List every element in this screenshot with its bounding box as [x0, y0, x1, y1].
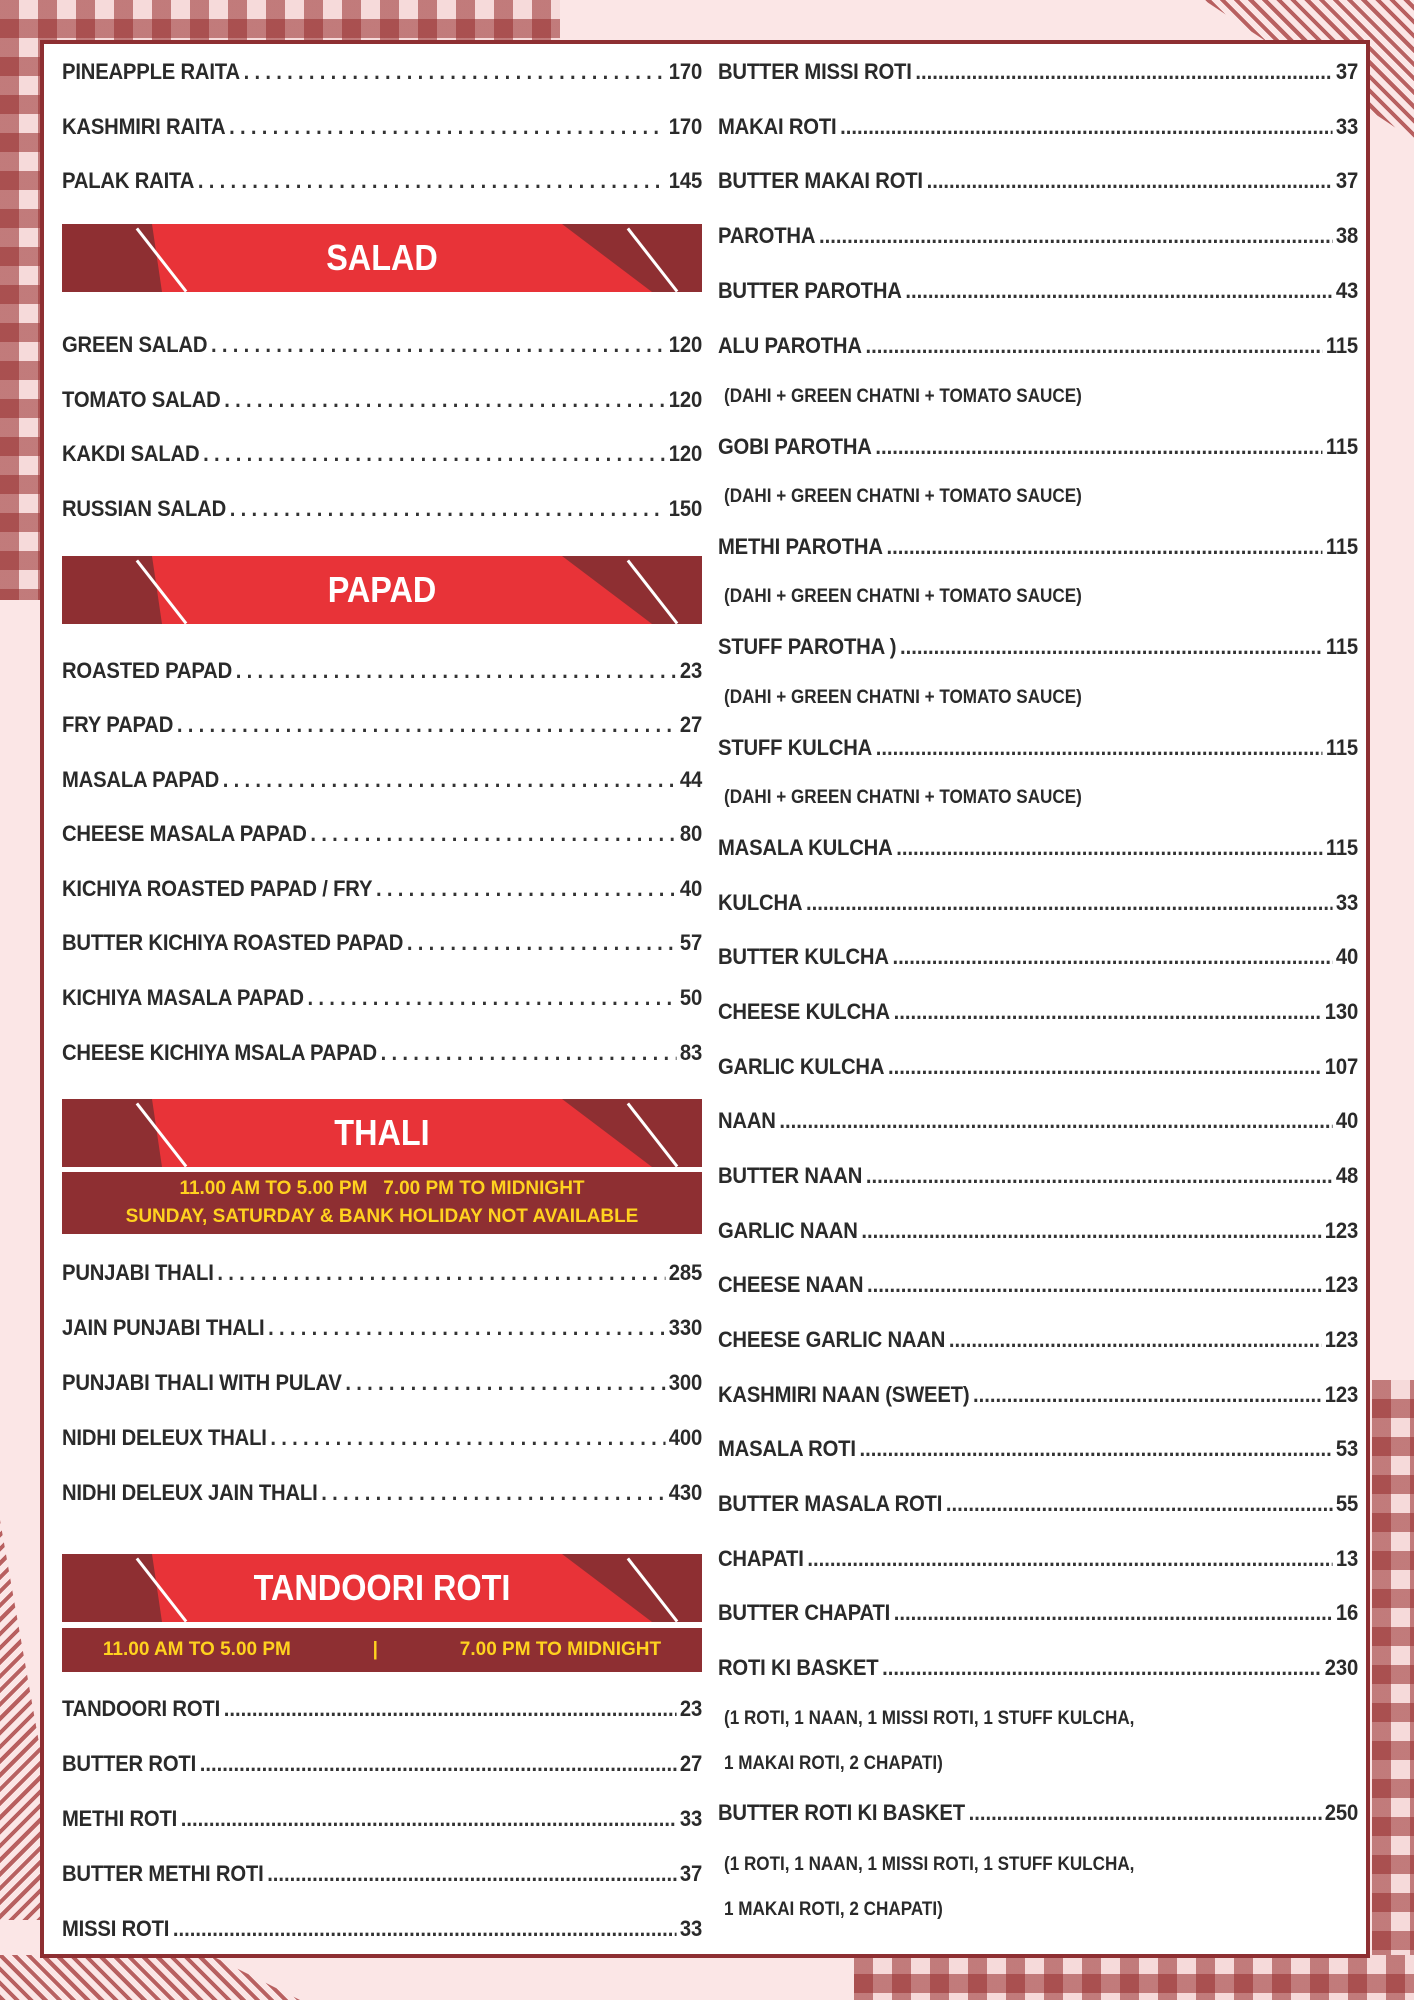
menu-item: [718, 168, 1358, 202]
stripe-pattern-bottom-left: [0, 1955, 300, 2000]
item-name: NIDHI DELEUX JAIN THALI: [62, 1480, 318, 1505]
item-price: 40: [1335, 1108, 1359, 1133]
menu-item: [718, 735, 1358, 769]
item-price: 170: [668, 59, 703, 84]
menu-item: [62, 876, 702, 910]
item-price: 115: [1325, 835, 1359, 860]
menu-item: [718, 1218, 1358, 1252]
item-price: 120: [668, 387, 703, 412]
item-price: 57: [679, 930, 703, 955]
tandoori-timing-box: [62, 1628, 702, 1672]
item-price: 27: [679, 712, 703, 737]
timing-dinner: 7.00 PM TO MIDNIGHT: [459, 1639, 662, 1660]
leader-dots: [779, 1108, 1332, 1134]
item-price: 50: [679, 985, 703, 1010]
item-price: 48: [1335, 1163, 1359, 1188]
menu-item: [62, 1425, 702, 1459]
item-price: 115: [1325, 534, 1359, 559]
item-name: MAKAI ROTI: [718, 114, 837, 139]
leader-dots: [892, 944, 1332, 970]
item-name: BUTTER MISSI ROTI: [718, 59, 912, 84]
item-price: 250: [1324, 1800, 1359, 1825]
menu-item: [62, 1040, 702, 1074]
item-price: 145: [668, 168, 703, 193]
leader-dots: [875, 434, 1322, 460]
thali-timing-box: [62, 1172, 702, 1234]
leader-dots: [946, 1491, 1332, 1517]
menu-item: [718, 999, 1358, 1033]
section-title: TANDOORI ROTI: [253, 1567, 511, 1608]
gingham-pattern-top-left: [0, 0, 560, 45]
item-price: 33: [679, 1916, 703, 1941]
item-name: CHEESE KICHIYA MSALA PAPAD: [62, 1040, 377, 1065]
leader-dots: [310, 821, 676, 847]
item-price: 33: [1335, 114, 1359, 139]
availability-text: SUNDAY, SATURDAY & BANK HOLIDAY NOT AVAILABLE: [125, 1206, 639, 1227]
menu-item: [718, 1800, 1358, 1834]
menu-item: [62, 441, 702, 475]
item-name: METHI ROTI: [62, 1806, 178, 1831]
leader-dots: [268, 1315, 665, 1341]
item-name: CHEESE GARLIC NAAN: [718, 1327, 946, 1352]
leader-dots: [905, 278, 1332, 304]
menu-item: [718, 1054, 1358, 1088]
item-name: STUFF KULCHA: [718, 735, 873, 760]
leader-dots: [376, 876, 676, 902]
menu-item: [718, 1491, 1358, 1525]
menu-item: [62, 712, 702, 746]
leader-dots: [224, 1696, 676, 1722]
item-price: 40: [679, 876, 703, 901]
item-name: FRY PAPAD: [62, 712, 174, 737]
item-name: NAAN: [718, 1108, 776, 1133]
menu-item: [62, 1480, 702, 1514]
item-name: KASHMIRI NAAN (SWEET): [718, 1382, 970, 1407]
leader-dots: [270, 1425, 665, 1451]
item-name: PINEAPPLE RAITA: [62, 59, 240, 84]
item-name: GREEN SALAD: [62, 332, 208, 357]
item-name: PUNJABI THALI: [62, 1260, 214, 1285]
leader-dots: [321, 1480, 665, 1506]
item-name: CHEESE NAAN: [718, 1272, 864, 1297]
item-price: 170: [668, 114, 703, 139]
menu-page: [40, 40, 1370, 1958]
item-name: TANDOORI ROTI: [62, 1696, 221, 1721]
leader-dots: [927, 168, 1333, 194]
item-price: 115: [1325, 735, 1359, 760]
leader-dots: [244, 59, 666, 85]
item-price: 44: [679, 767, 703, 792]
menu-item: [718, 1272, 1358, 1306]
section-title: THALI: [334, 1112, 430, 1153]
item-name: BUTTER KULCHA: [718, 944, 889, 969]
leader-dots: [896, 835, 1322, 861]
leader-dots: [345, 1370, 665, 1396]
menu-item: [718, 1163, 1358, 1197]
leader-dots: [859, 1436, 1332, 1462]
leader-dots: [900, 634, 1322, 660]
item-price: 150: [668, 496, 703, 521]
menu-item: [718, 534, 1358, 568]
leader-dots: [973, 1382, 1321, 1408]
item-note: (DAHI + GREEN CHATNI + TOMATO SAUCE): [724, 787, 1082, 808]
item-name: BUTTER KICHIYA ROASTED PAPAD: [62, 930, 404, 955]
menu-item: [62, 1751, 702, 1785]
item-note: 1 MAKAI ROTI, 2 CHAPATI): [724, 1753, 943, 1774]
item-price: 120: [668, 441, 703, 466]
menu-item: [718, 114, 1358, 148]
timing-lunch: 11.00 AM TO 5.00 PM: [102, 1639, 291, 1660]
item-name: MASALA KULCHA: [718, 835, 893, 860]
menu-item: [62, 1696, 702, 1730]
item-name: PUNJABI THALI WITH PULAV: [62, 1370, 342, 1395]
leader-dots: [230, 496, 665, 522]
leader-dots: [865, 333, 1322, 359]
leader-dots: [308, 985, 677, 1011]
menu-item: [62, 1370, 702, 1404]
menu-item: [718, 1546, 1358, 1580]
menu-item: [718, 835, 1358, 869]
menu-item: [718, 634, 1358, 668]
item-note: (1 ROTI, 1 NAAN, 1 MISSI ROTI, 1 STUFF KULCHA,: [724, 1708, 1135, 1729]
leader-dots: [200, 1751, 676, 1777]
item-name: METHI PAROTHA: [718, 534, 883, 559]
leader-dots: [894, 1600, 1332, 1626]
item-name: GARLIC NAAN: [718, 1218, 858, 1243]
item-price: 55: [1335, 1491, 1359, 1516]
item-name: BUTTER ROTI: [62, 1751, 197, 1776]
menu-item: [62, 1260, 702, 1294]
leader-dots: [969, 1800, 1322, 1826]
item-name: KAKDI SALAD: [62, 441, 200, 466]
item-price: 27: [679, 1751, 703, 1776]
item-name: BUTTER NAAN: [718, 1163, 863, 1188]
item-name: MISSI ROTI: [62, 1916, 170, 1941]
leader-dots: [223, 767, 676, 793]
item-name: GOBI PAROTHA: [718, 434, 872, 459]
leader-dots: [177, 712, 676, 738]
item-price: 123: [1324, 1327, 1359, 1352]
item-price: 400: [668, 1425, 703, 1450]
menu-item: [718, 59, 1358, 93]
leader-dots: [407, 930, 676, 956]
item-name: BUTTER PAROTHA: [718, 278, 902, 303]
leader-dots: [181, 1806, 676, 1832]
item-price: 120: [668, 332, 703, 357]
item-name: CHEESE KULCHA: [718, 999, 890, 1024]
menu-item: [718, 890, 1358, 924]
menu-item: [62, 930, 702, 964]
menu-item: [718, 333, 1358, 367]
menu-item: [718, 278, 1358, 312]
menu-item: [62, 767, 702, 801]
item-name: JAIN PUNJABI THALI: [62, 1315, 265, 1340]
item-note: (DAHI + GREEN CHATNI + TOMATO SAUCE): [724, 386, 1082, 407]
item-price: 33: [679, 1806, 703, 1831]
menu-item: [62, 332, 702, 366]
item-name: BUTTER MAKAI ROTI: [718, 168, 923, 193]
section-banner-salad: [62, 224, 702, 292]
section-title: PAPAD: [327, 569, 437, 610]
item-name: ROTI KI BASKET: [718, 1655, 879, 1680]
leader-dots: [267, 1861, 676, 1887]
section-banner-papad: [62, 556, 702, 624]
leader-dots: [876, 735, 1322, 761]
item-price: 130: [1324, 999, 1359, 1024]
item-price: 33: [1335, 890, 1359, 915]
item-name: MASALA PAPAD: [62, 767, 220, 792]
menu-item: [718, 434, 1358, 468]
item-price: 107: [1324, 1054, 1359, 1079]
timing-text: 11.00 AM TO 5.00 PM 7.00 PM TO MIDNIGHT: [179, 1178, 585, 1199]
menu-item: [62, 59, 702, 93]
menu-item: [62, 114, 702, 148]
leader-dots: [840, 114, 1332, 140]
item-name: BUTTER ROTI KI BASKET: [718, 1800, 965, 1825]
item-price: 13: [1335, 1546, 1359, 1571]
menu-item: [62, 821, 702, 855]
item-name: GARLIC KULCHA: [718, 1054, 885, 1079]
item-note: (DAHI + GREEN CHATNI + TOMATO SAUCE): [724, 687, 1082, 708]
item-price: 37: [679, 1861, 703, 1886]
item-price: 23: [679, 658, 703, 683]
gingham-pattern-bottom-right: [854, 1955, 1414, 2000]
leader-dots: [224, 387, 665, 413]
menu-item: [718, 944, 1358, 978]
leader-dots: [867, 1272, 1321, 1298]
menu-item: [62, 985, 702, 1019]
timing-separator: |: [372, 1639, 378, 1660]
item-price: 38: [1335, 223, 1359, 248]
section-title: SALAD: [326, 237, 438, 278]
menu-item: [62, 1315, 702, 1349]
item-name: PAROTHA: [718, 223, 816, 248]
item-name: BUTTER CHAPATI: [718, 1600, 891, 1625]
item-name: CHAPATI: [718, 1546, 804, 1571]
item-price: 115: [1325, 333, 1359, 358]
leader-dots: [807, 1546, 1332, 1572]
section-banner-thali: [62, 1099, 702, 1167]
item-price: 53: [1335, 1436, 1359, 1461]
leader-dots: [882, 1655, 1321, 1681]
leader-dots: [888, 1054, 1321, 1080]
item-name: ROASTED PAPAD: [62, 658, 233, 683]
menu-item: [718, 223, 1358, 257]
leader-dots: [806, 890, 1332, 916]
leader-dots: [866, 1163, 1332, 1189]
menu-item: [718, 1655, 1358, 1689]
leader-dots: [949, 1327, 1321, 1353]
item-name: KULCHA: [718, 890, 803, 915]
item-name: PALAK RAITA: [62, 168, 195, 193]
leader-dots: [217, 1260, 665, 1286]
item-name: ALU PAROTHA: [718, 333, 862, 358]
item-note: 1 MAKAI ROTI, 2 CHAPATI): [724, 1899, 943, 1920]
item-price: 430: [668, 1480, 703, 1505]
leader-dots: [819, 223, 1332, 249]
item-price: 115: [1325, 634, 1359, 659]
gingham-pattern-right: [1372, 1380, 1414, 2000]
item-price: 37: [1335, 59, 1359, 84]
leader-dots: [894, 999, 1322, 1025]
menu-item: [62, 387, 702, 421]
menu-item: [62, 658, 702, 692]
item-name: CHEESE MASALA PAPAD: [62, 821, 307, 846]
stripe-pattern-left: [0, 1520, 42, 1920]
item-price: 80: [679, 821, 703, 846]
leader-dots: [886, 534, 1322, 560]
menu-item: [718, 1382, 1358, 1416]
item-name: KASHMIRI RAITA: [62, 114, 226, 139]
item-price: 230: [1324, 1655, 1359, 1680]
item-name: MASALA ROTI: [718, 1436, 856, 1461]
leader-dots: [915, 59, 1332, 85]
item-name: KICHIYA ROASTED PAPAD / FRY: [62, 876, 373, 901]
menu-item: [718, 1600, 1358, 1634]
menu-item: [718, 1108, 1358, 1142]
item-price: 37: [1335, 168, 1359, 193]
section-banner-tandoori-roti: [62, 1554, 702, 1622]
item-price: 16: [1335, 1600, 1359, 1625]
item-note: (DAHI + GREEN CHATNI + TOMATO SAUCE): [724, 586, 1082, 607]
item-name: TOMATO SALAD: [62, 387, 221, 412]
item-note: (DAHI + GREEN CHATNI + TOMATO SAUCE): [724, 486, 1082, 507]
menu-item: [62, 168, 702, 202]
menu-item: [62, 1916, 702, 1950]
item-price: 330: [668, 1315, 703, 1340]
leader-dots: [381, 1040, 677, 1066]
item-price: 123: [1324, 1272, 1359, 1297]
menu-item: [62, 1861, 702, 1895]
menu-item: [718, 1436, 1358, 1470]
menu-item: [718, 1327, 1358, 1361]
item-name: BUTTER MASALA ROTI: [718, 1491, 943, 1516]
item-name: BUTTER METHI ROTI: [62, 1861, 264, 1886]
leader-dots: [236, 658, 676, 684]
item-name: NIDHI DELEUX THALI: [62, 1425, 267, 1450]
menu-item: [62, 1806, 702, 1840]
item-name: RUSSIAN SALAD: [62, 496, 227, 521]
item-price: 123: [1324, 1218, 1359, 1243]
leader-dots: [861, 1218, 1321, 1244]
item-name: STUFF PAROTHA ): [718, 634, 897, 659]
menu-item: [62, 496, 702, 530]
item-price: 115: [1325, 434, 1359, 459]
leader-dots: [198, 168, 665, 194]
leader-dots: [229, 114, 665, 140]
item-name: KICHIYA MASALA PAPAD: [62, 985, 304, 1010]
item-price: 123: [1324, 1382, 1359, 1407]
item-price: 43: [1335, 278, 1359, 303]
leader-dots: [203, 441, 665, 467]
leader-dots: [173, 1916, 676, 1942]
item-price: 83: [679, 1040, 703, 1065]
gingham-pattern-left: [0, 0, 42, 600]
item-price: 300: [668, 1370, 703, 1395]
item-price: 23: [679, 1696, 703, 1721]
item-price: 285: [668, 1260, 703, 1285]
item-price: 40: [1335, 944, 1359, 969]
item-note: (1 ROTI, 1 NAAN, 1 MISSI ROTI, 1 STUFF KULCHA,: [724, 1854, 1135, 1875]
leader-dots: [211, 332, 665, 358]
